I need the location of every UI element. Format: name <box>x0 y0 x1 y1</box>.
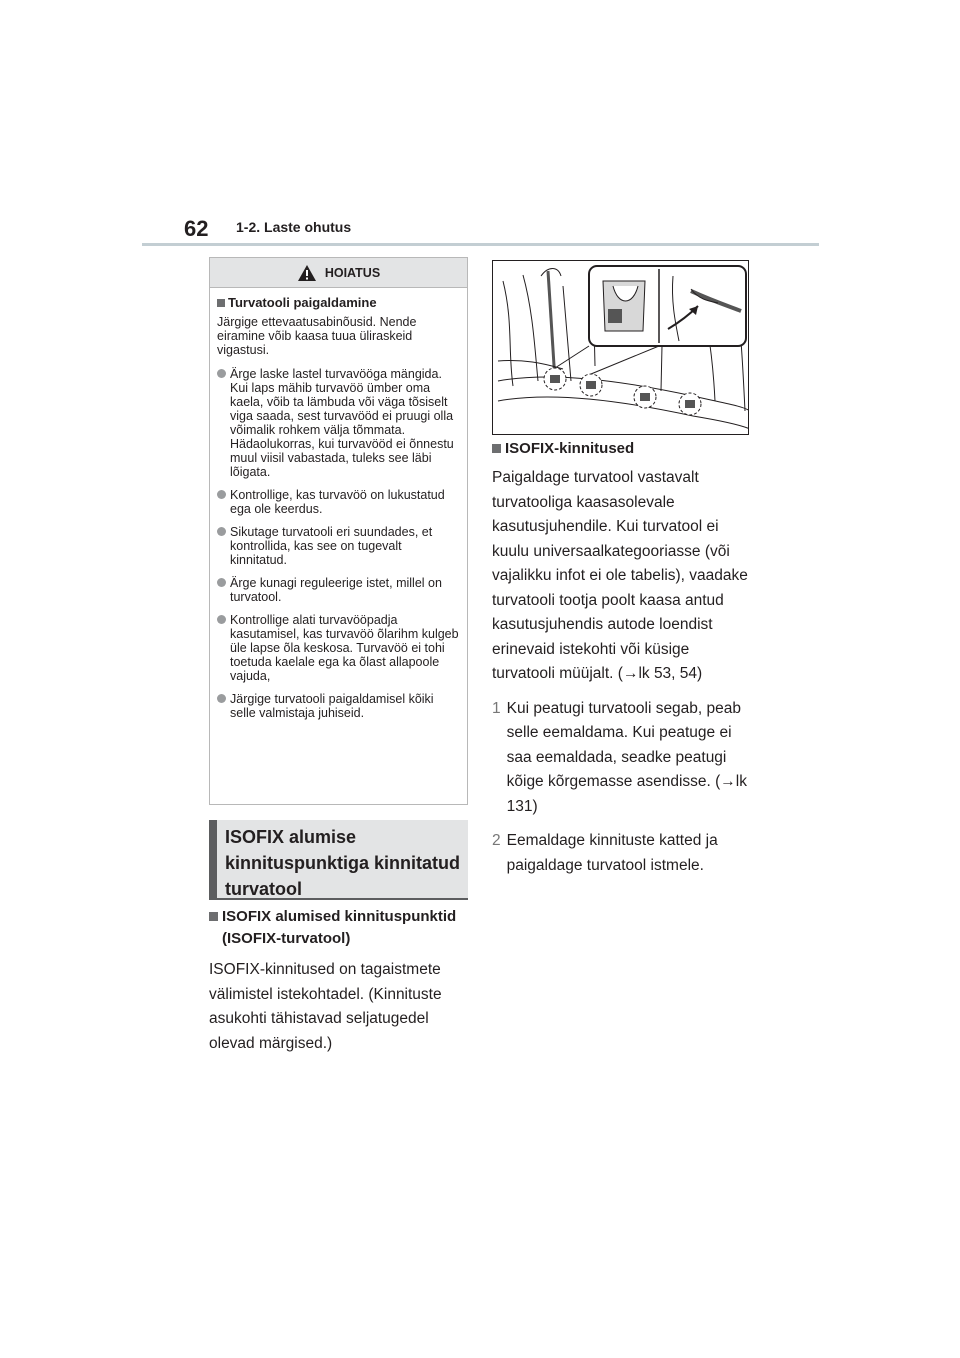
warning-box <box>209 257 468 805</box>
step-number: 1 <box>492 699 501 717</box>
step-text: Eemaldage kinnituste katted ja paigaldage turvatool istmele. <box>506 832 718 874</box>
section-title: 1-2. Laste ohutus <box>236 219 352 235</box>
warning-subheading <box>217 296 460 310</box>
left-column <box>209 906 473 1056</box>
header-rule <box>142 243 819 246</box>
warning-triangle-icon <box>297 264 317 282</box>
warning-header <box>210 258 467 288</box>
bullet-dot-icon <box>217 369 226 378</box>
warning-subheading-text: Turvatooli paigaldamine <box>228 295 377 310</box>
right-column <box>492 438 748 878</box>
warning-intro: Järgige ettevaatusabinõusid. Nende eiramine võib kaasa tuua üliraskeid vigastusi. <box>217 315 417 357</box>
page-number: 62 <box>184 216 209 241</box>
step-number: 2 <box>492 832 501 849</box>
bullet-dot-icon <box>217 490 226 499</box>
bullet-dot-icon <box>217 694 226 703</box>
isofix-attachments-heading <box>492 438 748 460</box>
bullet-dot-icon <box>217 527 226 536</box>
warning-item <box>217 692 460 720</box>
warning-item-text: Ärge laske lastel turvavööga mängida. Kui laps mähib turvavöö ümber oma kaela, võib ta lämbuda või väga tõsiselt viga saada, sest turvavööd ei pruugi olla võimalik rohkem välja tõmmata. Hädaolukorras, kui turvavööd ei õnnestu muul viisil vabastada, tuleks see läbi lõigata. <box>230 367 454 479</box>
warning-item-text: Kontrollige alati turvavööpadja kasutamisel, kas turvavöö õlarihm kulgeb üle lapse õla keskosa. Turvavöö ei tohi toetuda kaelale ega ka õlast allapoole vajuda, <box>230 613 459 683</box>
subheading-text: ISOFIX-kinnitused <box>505 440 635 457</box>
square-bullet-icon <box>492 444 501 453</box>
warning-item <box>217 488 460 516</box>
warning-title: HOIATUS <box>324 265 381 280</box>
step-text: Kui peatugi turvatooli segab, peab selle eemaldama. Kui peatuge ei saa eemaldada, seadke peatugi kõige kõrgemasse asendisse. (→lk 131) <box>506 699 747 815</box>
square-bullet-icon <box>217 299 225 307</box>
isofix-seat-illustration <box>492 260 749 435</box>
warning-item <box>217 525 460 567</box>
rear-seat-isofix-drawing <box>493 261 749 435</box>
warning-item <box>217 613 460 683</box>
warning-item-text: Järgige turvatooli paigaldamisel kõiki selle valmistaja juhiseid. <box>230 692 434 720</box>
warning-item-text: Kontrollige, kas turvavöö on lukustatud ega ole keerdus. <box>230 488 445 516</box>
warning-item <box>217 367 460 479</box>
bullet-dot-icon <box>217 615 226 624</box>
isofix-attachments-paragraph: Paigaldage turvatool vastavalt turvatooliga kaasasolevale kasutusjuhendile. Kui turvatool ei kuulu universaalkategooriasse (või vajalikku infot ei ole tabelis), vaadake turvatooli tootja poolt kaasa antud kasutusjuhendis autode loendist erinevaid istekohti või küsige turvatooli müüjalt. (→lk 53, 54) <box>492 469 748 682</box>
warning-item <box>217 576 460 604</box>
bullet-dot-icon <box>217 578 226 587</box>
isofix-anchors-paragraph: ISOFIX-kinnitused on tagaistmete välimistel istekohtadel. (Kinnituste asukohti tähistavad seljatugedel olevad märgised.) <box>209 961 442 1052</box>
warning-item-text: Sikutage turvatooli eri suundades, et kontrollida, kas see on tugevalt kinnitatud. <box>230 525 433 567</box>
subheading-text: ISOFIX alumised kinnituspunktid (ISOFIX-turvatool) <box>222 908 457 947</box>
isofix-lower-anchors-heading <box>209 906 473 950</box>
isofix-heading: ISOFIX alumise kinnituspunktiga kinnitatud turvatool <box>209 820 468 900</box>
square-bullet-icon <box>209 912 218 921</box>
step-item <box>492 829 748 878</box>
step-item <box>492 697 748 820</box>
warning-item-text: Ärge kunagi reguleerige istet, millel on turvatool. <box>230 576 442 604</box>
